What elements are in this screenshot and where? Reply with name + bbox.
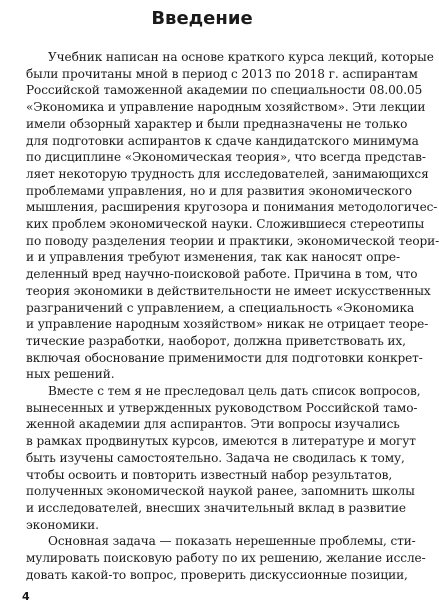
paragraph-1 (26, 49, 439, 383)
text-line: ких проблем экономической науки. Сложившиеся стереотипы (26, 217, 425, 232)
text-line: Учебник написан на основе краткого курса лекций, которые (48, 50, 434, 64)
text-line: Основная задача — показать нерешенные проблемы, сти- (48, 534, 416, 549)
text-line: в рамках продвинутых курсов, имеются в литературе и могут (26, 434, 416, 449)
text-line: полученных экономической наукой ранее, запомнить школы (26, 484, 415, 499)
text-line: по дисциплине «Экономическая теория», что всегда представ- (26, 150, 426, 165)
body-text (26, 49, 439, 584)
text-line: мышления, расширения кругозора и понимания методологичес- (26, 200, 438, 215)
text-line: мулировать поисковую работу по их решению, желание иссле- (26, 551, 426, 566)
text-line: и управление народным хозяйством» никак не отрицает теоре- (26, 317, 429, 332)
text-line: Вместе с тем я не преследовал цель дать список вопросов, (48, 384, 421, 399)
text-line: женной академии для аспирантов. Эти вопросы изучались (26, 417, 400, 432)
text-line: ляет некоторую трудность для исследователей, занимающихся (26, 166, 429, 181)
text-line: ных решений. (26, 367, 115, 382)
text-line: вынесенных и утвержденных руководством Российской тамо- (26, 400, 418, 415)
text-line: довать какой-то вопрос, проверить дискуссионные позиции, (26, 567, 408, 582)
text-line: и и управления требуют изменения, так как наносят опре- (26, 250, 400, 265)
text-line: экономики. (26, 517, 99, 532)
text-line: чтобы освоить и повторить известный набор результатов, (26, 467, 393, 482)
text-line: и исследователей, внесших значительный вклад в развитие (26, 500, 406, 515)
text-line: для подготовки аспирантов к сдаче кандидатского минимума (26, 133, 419, 148)
text-line: были прочитаны мной в период с 2013 по 2018 г. аспирантам (26, 66, 418, 81)
paragraph-2 (26, 383, 421, 533)
text-line: Российской таможенной академии по специальности 08.00.05 (26, 83, 423, 98)
text-line: проблемами управления, но и для развития экономического (26, 183, 412, 198)
text-line: тические разработки, наоборот, должна приветствовать их, (26, 333, 406, 348)
text-line: по поводу разделения теории и практики, экономической теори- (26, 233, 439, 248)
text-line: теория экономики в действительности не имеет искусственных (26, 283, 431, 298)
text-line: «Экономика и управление народным хозяйством». Эти лекции (26, 100, 426, 115)
text-line: быть изучены самостоятельно. Задача не сводилась к тому, (26, 450, 405, 465)
text-line: имели обзорный характер и были предназначены не только (26, 116, 408, 131)
page-number: 4 (22, 590, 30, 603)
text-line: разграничений с управлением, а специальность «Экономика (26, 300, 415, 315)
text-line: включая обоснование применимости для подготовки конкрет- (26, 350, 423, 365)
page-title: Введение (151, 8, 253, 29)
paragraph-3 (26, 533, 426, 583)
text-line: деленный вред научно-поисковой работе. Причина в том, что (26, 267, 418, 282)
